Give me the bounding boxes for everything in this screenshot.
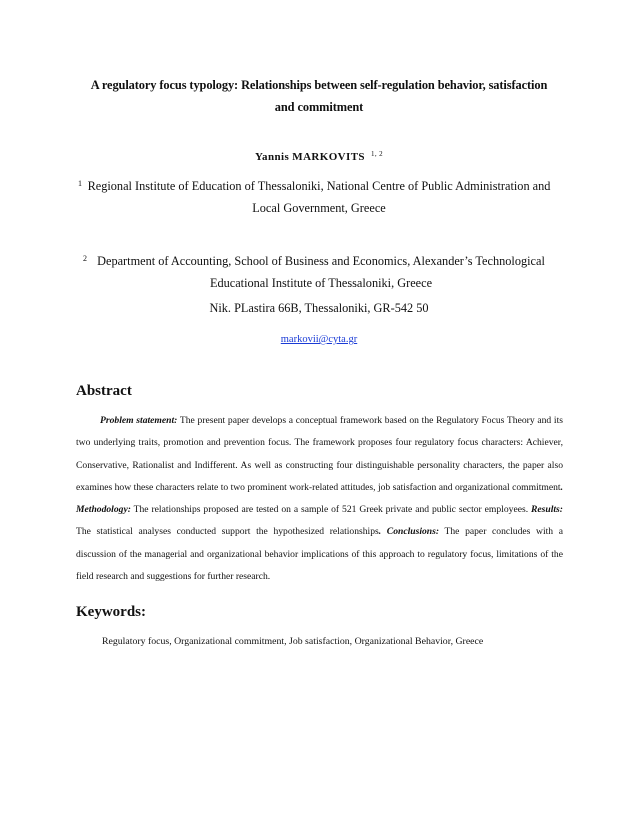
paper-title <box>60 74 578 118</box>
conclusions-label: . Conclusions: <box>378 526 440 538</box>
affiliation-1 <box>72 175 566 219</box>
keywords-heading: Keywords: <box>76 604 146 620</box>
problem-text: The present paper develops a conceptual framework based on the Regulatory Focus Theory and its two underlying traits, promotion and prevention focus. The framework proposes four regulatory focus characters: Achiever, Conservative, Rationalist and Indifferent. As well as constructing four distinguishable personality characters, the paper also examines how these characters relate to two prominent work-related attitudes, job satisfaction and organizational commitment <box>76 415 563 493</box>
affiliation-1-line-1: Regional Institute of Education of Thessaloniki, National Centre of Public Administration and <box>87 179 551 193</box>
methodology-text: The relationships proposed are tested on a sample of 521 Greek private and public sector employees. <box>130 504 531 516</box>
conclusions-text: The paper concludes with a discussion of the managerial and organizational behavior implications of this approach to regulatory focus, limitations of the field research and suggestions for further research. <box>76 526 563 583</box>
abstract-body <box>76 410 563 588</box>
keywords-text: Regulatory focus, Organizational commitment, Job satisfaction, Organizational Behavior, Greece <box>102 636 484 647</box>
methodology-label: . Methodology: <box>76 481 563 516</box>
affiliation-2-line-2: Educational Institute of Thessaloniki, Greece <box>209 276 433 290</box>
problem-label: Problem statement: <box>100 415 178 426</box>
affiliation-2-line-1: Department of Accounting, School of Business and Economics, Alexander’s Technological <box>97 254 545 268</box>
title-line-1: A regulatory focus typology: Relationships between self-regulation behavior, satisfaction <box>90 78 548 92</box>
title-line-2: and commitment <box>274 100 364 114</box>
email-link[interactable]: markovii@cyta.gr <box>280 334 358 345</box>
author <box>60 150 578 163</box>
affiliation-1-line-2: Local Government, Greece <box>252 201 386 215</box>
abstract-heading: Abstract <box>76 383 132 399</box>
address: Nik. PLastira 66B, Thessaloniki, GR-542 50 <box>209 301 429 315</box>
affiliation-2-marker: 2 <box>83 254 87 263</box>
affiliation-2 <box>76 250 566 294</box>
author-superscript: 1, 2 <box>370 150 384 158</box>
results-label: Results: <box>531 504 563 516</box>
results-text: The statistical analyses conducted support the hypothesized relationships <box>76 526 379 538</box>
affiliation-1-marker: 1 <box>78 179 82 188</box>
author-name: Yannis MARKOVITS <box>254 151 365 163</box>
